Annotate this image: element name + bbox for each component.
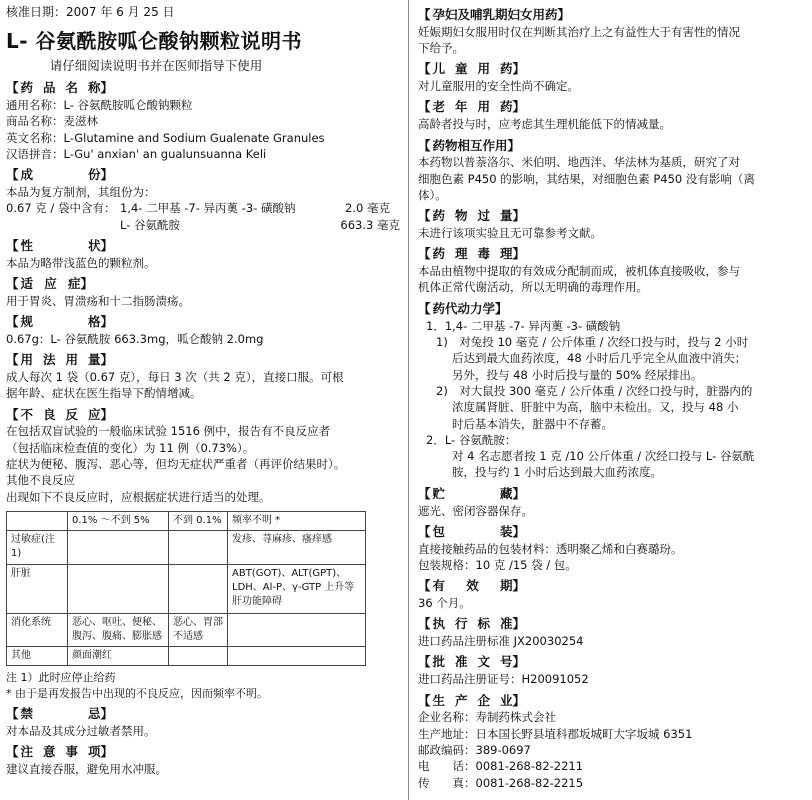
text-line: 体）。 <box>418 187 447 202</box>
text-line: 本品由植物中提取的有效成分配制而成，被机体直接吸收，参与 <box>418 264 740 279</box>
section-heading: 【 生 产 企 业 】 <box>418 692 800 710</box>
text-line: 邮政编码：389-0697 <box>418 742 531 757</box>
text-line: 本药物以普萘洛尔、米伯明、地西泮、华法林为基质，研究了对 <box>418 155 740 170</box>
text-line: 本品为复方制剂，其组份为： <box>6 184 156 199</box>
section-heading: 【 贮 藏 】 <box>418 485 800 503</box>
text-line: 其他不良反应 <box>6 473 75 488</box>
right-column <box>418 0 800 791</box>
text-line: 进口药品注册证号：H20091052 <box>418 672 589 687</box>
text-line: 对 4 名志愿者按 1 克 /10 公斤体重 / 次经口投与 L- 谷氨酰 <box>452 449 755 464</box>
table-header-cell: 不到 0.1% <box>169 512 228 531</box>
table-cell: ABT(GOT)、ALT(GPT)、LDH、Al-P、γ-GTP 上升等肝功能障碍 <box>228 564 366 613</box>
table-note: * 由于是再发报告中出现的不良反应，因而频率不明。 <box>6 686 268 700</box>
section-children <box>418 60 800 94</box>
text-line: （包括临床检查值的变化）为 11 例（0.73%）。 <box>6 440 255 455</box>
table-header-row <box>7 512 366 531</box>
section-heading: 【 药 品 名 称 】 <box>6 79 402 97</box>
section-heading: 【 药 理 毒 理 】 <box>418 245 800 263</box>
table-note: 注 1）此时应停止给药 <box>6 671 116 685</box>
table-cell: 发疹、荨麻疹、瘙痒感 <box>228 531 366 564</box>
table-cell <box>169 531 228 564</box>
table-cell: 肝脏 <box>7 564 68 613</box>
table-cell: 颜面潮红 <box>68 646 169 665</box>
composition-amount: 2.0 毫克 <box>345 201 390 216</box>
section-storage <box>418 485 800 519</box>
text-line: 电 话：0081-268-82-2211 <box>418 759 584 774</box>
table-cell <box>169 646 228 665</box>
text-line: 另外，投与 48 小时后投与量的 50% 经尿排出。 <box>452 367 703 382</box>
section-pregnancy <box>418 6 800 56</box>
section-heading: 【 孕妇及哺乳期妇女用药 】 <box>418 6 800 24</box>
text-line: 对儿童服用的安全性尚不确定。 <box>418 79 579 94</box>
section-heading: 【 成 份 】 <box>6 166 402 184</box>
section-approval <box>418 653 800 687</box>
section-heading: 【 用 法 用 量 】 <box>6 351 402 369</box>
text-line: 英文名称：L-Glutamine and Sodium Gualenate Granules <box>6 130 325 145</box>
section-dosage <box>6 351 402 401</box>
text-line: 企业名称：寿制药株式会社 <box>418 710 556 725</box>
text-line: 直接接触药品的包装材料：透明聚乙烯和白赛璐玢。 <box>418 541 683 556</box>
section-appearance <box>6 237 402 271</box>
table-cell: 恶心、胃部不适感 <box>169 613 228 646</box>
section-pharmacokinetics <box>418 300 800 481</box>
section-heading: 【 不 良 反 应 】 <box>6 406 402 424</box>
table-cell: 过敏症(注1) <box>7 531 68 564</box>
section-contraindications <box>6 705 402 739</box>
section-toxicology <box>418 245 800 295</box>
table-cell: 其他 <box>7 646 68 665</box>
table-cell <box>228 613 366 646</box>
text-line: 用于胃炎、胃溃疡和十二指肠溃疡。 <box>6 293 190 308</box>
text-line: 包装规格：10 克 /15 袋 / 包。 <box>418 557 577 572</box>
section-composition <box>6 166 402 233</box>
text-line: 2．L- 谷氨酰胺： <box>426 432 517 447</box>
text-line: 机体正常代谢活动，所以无明确的毒理作用。 <box>418 280 648 295</box>
text-line: 商品名称：麦滋林 <box>6 114 98 129</box>
table-row <box>7 564 366 613</box>
section-standard <box>418 615 800 649</box>
section-indications <box>6 275 402 309</box>
section-manufacturer <box>418 692 800 791</box>
section-heading: 【 批 准 文 号 】 <box>418 653 800 671</box>
table-cell <box>169 564 228 613</box>
composition-ingredient: 1,4- 二甲基 -7- 异丙薁 -3- 磺酸钠 <box>120 201 296 216</box>
table-row <box>7 613 366 646</box>
text-line: 在包括双盲试验的一般临床试验 1516 例中，报告有不良反应者 <box>6 424 331 439</box>
text-line: 遮光、密闭容器保存。 <box>418 503 533 518</box>
section-heading: 【 有 效 期 】 <box>418 577 800 595</box>
table-header-cell <box>7 512 68 531</box>
table-cell: 恶心、呕吐、便秘、腹泻、腹痛、膨胀感 <box>68 613 169 646</box>
table-cell <box>68 564 169 613</box>
section-heading: 【 规 格 】 <box>6 313 402 331</box>
section-heading: 【 老 年 用 药 】 <box>418 98 800 116</box>
section-heading: 【 性 状 】 <box>6 237 402 255</box>
table-row <box>7 531 366 564</box>
table-header-cell: 0.1% ～不到 5% <box>68 512 169 531</box>
adverse-reaction-table <box>6 511 366 666</box>
text-line: 本品为略带浅蓝色的颗粒剂。 <box>6 255 156 270</box>
section-heading: 【 药 物 过 量 】 <box>418 207 800 225</box>
text-line: 36 个月。 <box>418 596 471 611</box>
section-heading: 【 包 装 】 <box>418 523 800 541</box>
text-line: 建议直接吞服，避免用水冲服。 <box>6 762 167 777</box>
composition-row <box>6 217 402 233</box>
approval-date: 核准日期：2007 年 6 月 25 日 <box>6 5 175 19</box>
text-line: 时后基本消失，脏器中不存蓄。 <box>452 416 613 431</box>
composition-row <box>6 200 402 216</box>
document-subtitle: 请仔细阅读说明书并在医师指导下使用 <box>49 58 263 74</box>
text-line: 进口药品注册标准 JX20030254 <box>418 634 584 649</box>
section-heading: 【 药物相互作用 】 <box>418 137 800 155</box>
section-interactions <box>418 137 800 204</box>
section-elderly <box>418 98 800 132</box>
section-overdose <box>418 207 800 241</box>
composition-dose: 0.67 克 / 袋中含有： <box>6 201 116 216</box>
section-drug-name <box>6 79 402 162</box>
section-heading: 【 儿 童 用 药 】 <box>418 60 800 78</box>
section-heading: 【 执 行 标 准 】 <box>418 615 800 633</box>
text-line: 妊娠期妇女服用时仅在判断其治疗上之有益性大于有害性的情况 <box>418 24 740 39</box>
section-precautions <box>6 743 402 777</box>
composition-amount: 663.3 毫克 <box>340 217 400 232</box>
text-line: 传 真：0081-268-82-2215 <box>418 775 584 790</box>
text-line: 浓度属肾脏、肝脏中为高，脑中未检出。又，投与 48 小 <box>452 400 739 415</box>
text-line: 出现如下不良反应时，应根据症状进行适当的处理。 <box>6 489 271 504</box>
text-line: 通用名称：L- 谷氨酰胺呱仑酸钠颗粒 <box>6 97 193 112</box>
section-validity <box>418 577 800 611</box>
section-heading: 【 适 应 症 】 <box>6 275 402 293</box>
document-title: L- 谷氨酰胺呱仑酸钠颗粒说明书 <box>6 29 303 54</box>
table-cell <box>228 646 366 665</box>
text-line: 对本品及其成分过敏者禁用。 <box>6 724 156 739</box>
section-package <box>418 523 800 573</box>
section-heading: 【 注 意 事 项 】 <box>6 743 402 761</box>
table-header-cell: 频率不明 * <box>228 512 366 531</box>
text-line: 2) 对大鼠投 300 毫克 / 公斤体重 / 次经口投与时，脏器内的 <box>436 383 753 398</box>
column-divider <box>408 0 409 800</box>
section-heading: 【 药代动力学 】 <box>418 300 800 318</box>
text-line: 细胞色素 P450 的影响，其结果，对细胞色素 P450 没有影响（离 <box>418 171 755 186</box>
section-adverse-reactions <box>6 406 402 702</box>
table-row <box>7 646 366 665</box>
text-line: 未进行该项实验且无可靠参考文献。 <box>418 226 602 241</box>
text-line: 汉语拼音：L-Gu' anxian' an gualunsuanna Keli <box>6 146 267 161</box>
text-line: 胺，投与约 1 小时后达到最大血药浓度。 <box>452 465 663 480</box>
text-line: 0.67g：L- 谷氨酰胺 663.3mg，呱仑酸钠 2.0mg <box>6 331 264 346</box>
text-line: 后达到最大血药浓度，48 小时后几乎完全从血液中消失； <box>452 351 747 366</box>
text-line: 据年龄、症状在医生指导下酌情增减。 <box>6 386 202 401</box>
left-column <box>6 0 402 778</box>
table-cell <box>68 531 169 564</box>
table-cell: 消化系统 <box>7 613 68 646</box>
text-line: 成人每次 1 袋（0.67 克），每日 3 次（共 2 克），直接口服。可根 <box>6 369 344 384</box>
text-line: 1．1,4- 二甲基 -7- 异丙薁 -3- 磺酸钠 <box>426 318 621 333</box>
text-line: 症状为便秘、腹泻、恶心等，但均无症状严重者（再评价结果时）。 <box>6 457 346 472</box>
composition-ingredient: L- 谷氨酰胺 <box>120 217 181 232</box>
text-line: 生产地址：日本国长野县埴科郡坂城町大字坂城 6351 <box>418 726 693 741</box>
section-spec <box>6 313 402 347</box>
text-line: 1) 对兔投 10 毫克 / 公斤体重 / 次经口投与时，投与 2 小时 <box>436 334 749 349</box>
text-line: 下给予。 <box>418 41 464 56</box>
text-line: 高龄者投与时，应考虑其生理机能低下的情减量。 <box>418 117 671 132</box>
section-heading: 【 禁 忌 】 <box>6 705 402 723</box>
